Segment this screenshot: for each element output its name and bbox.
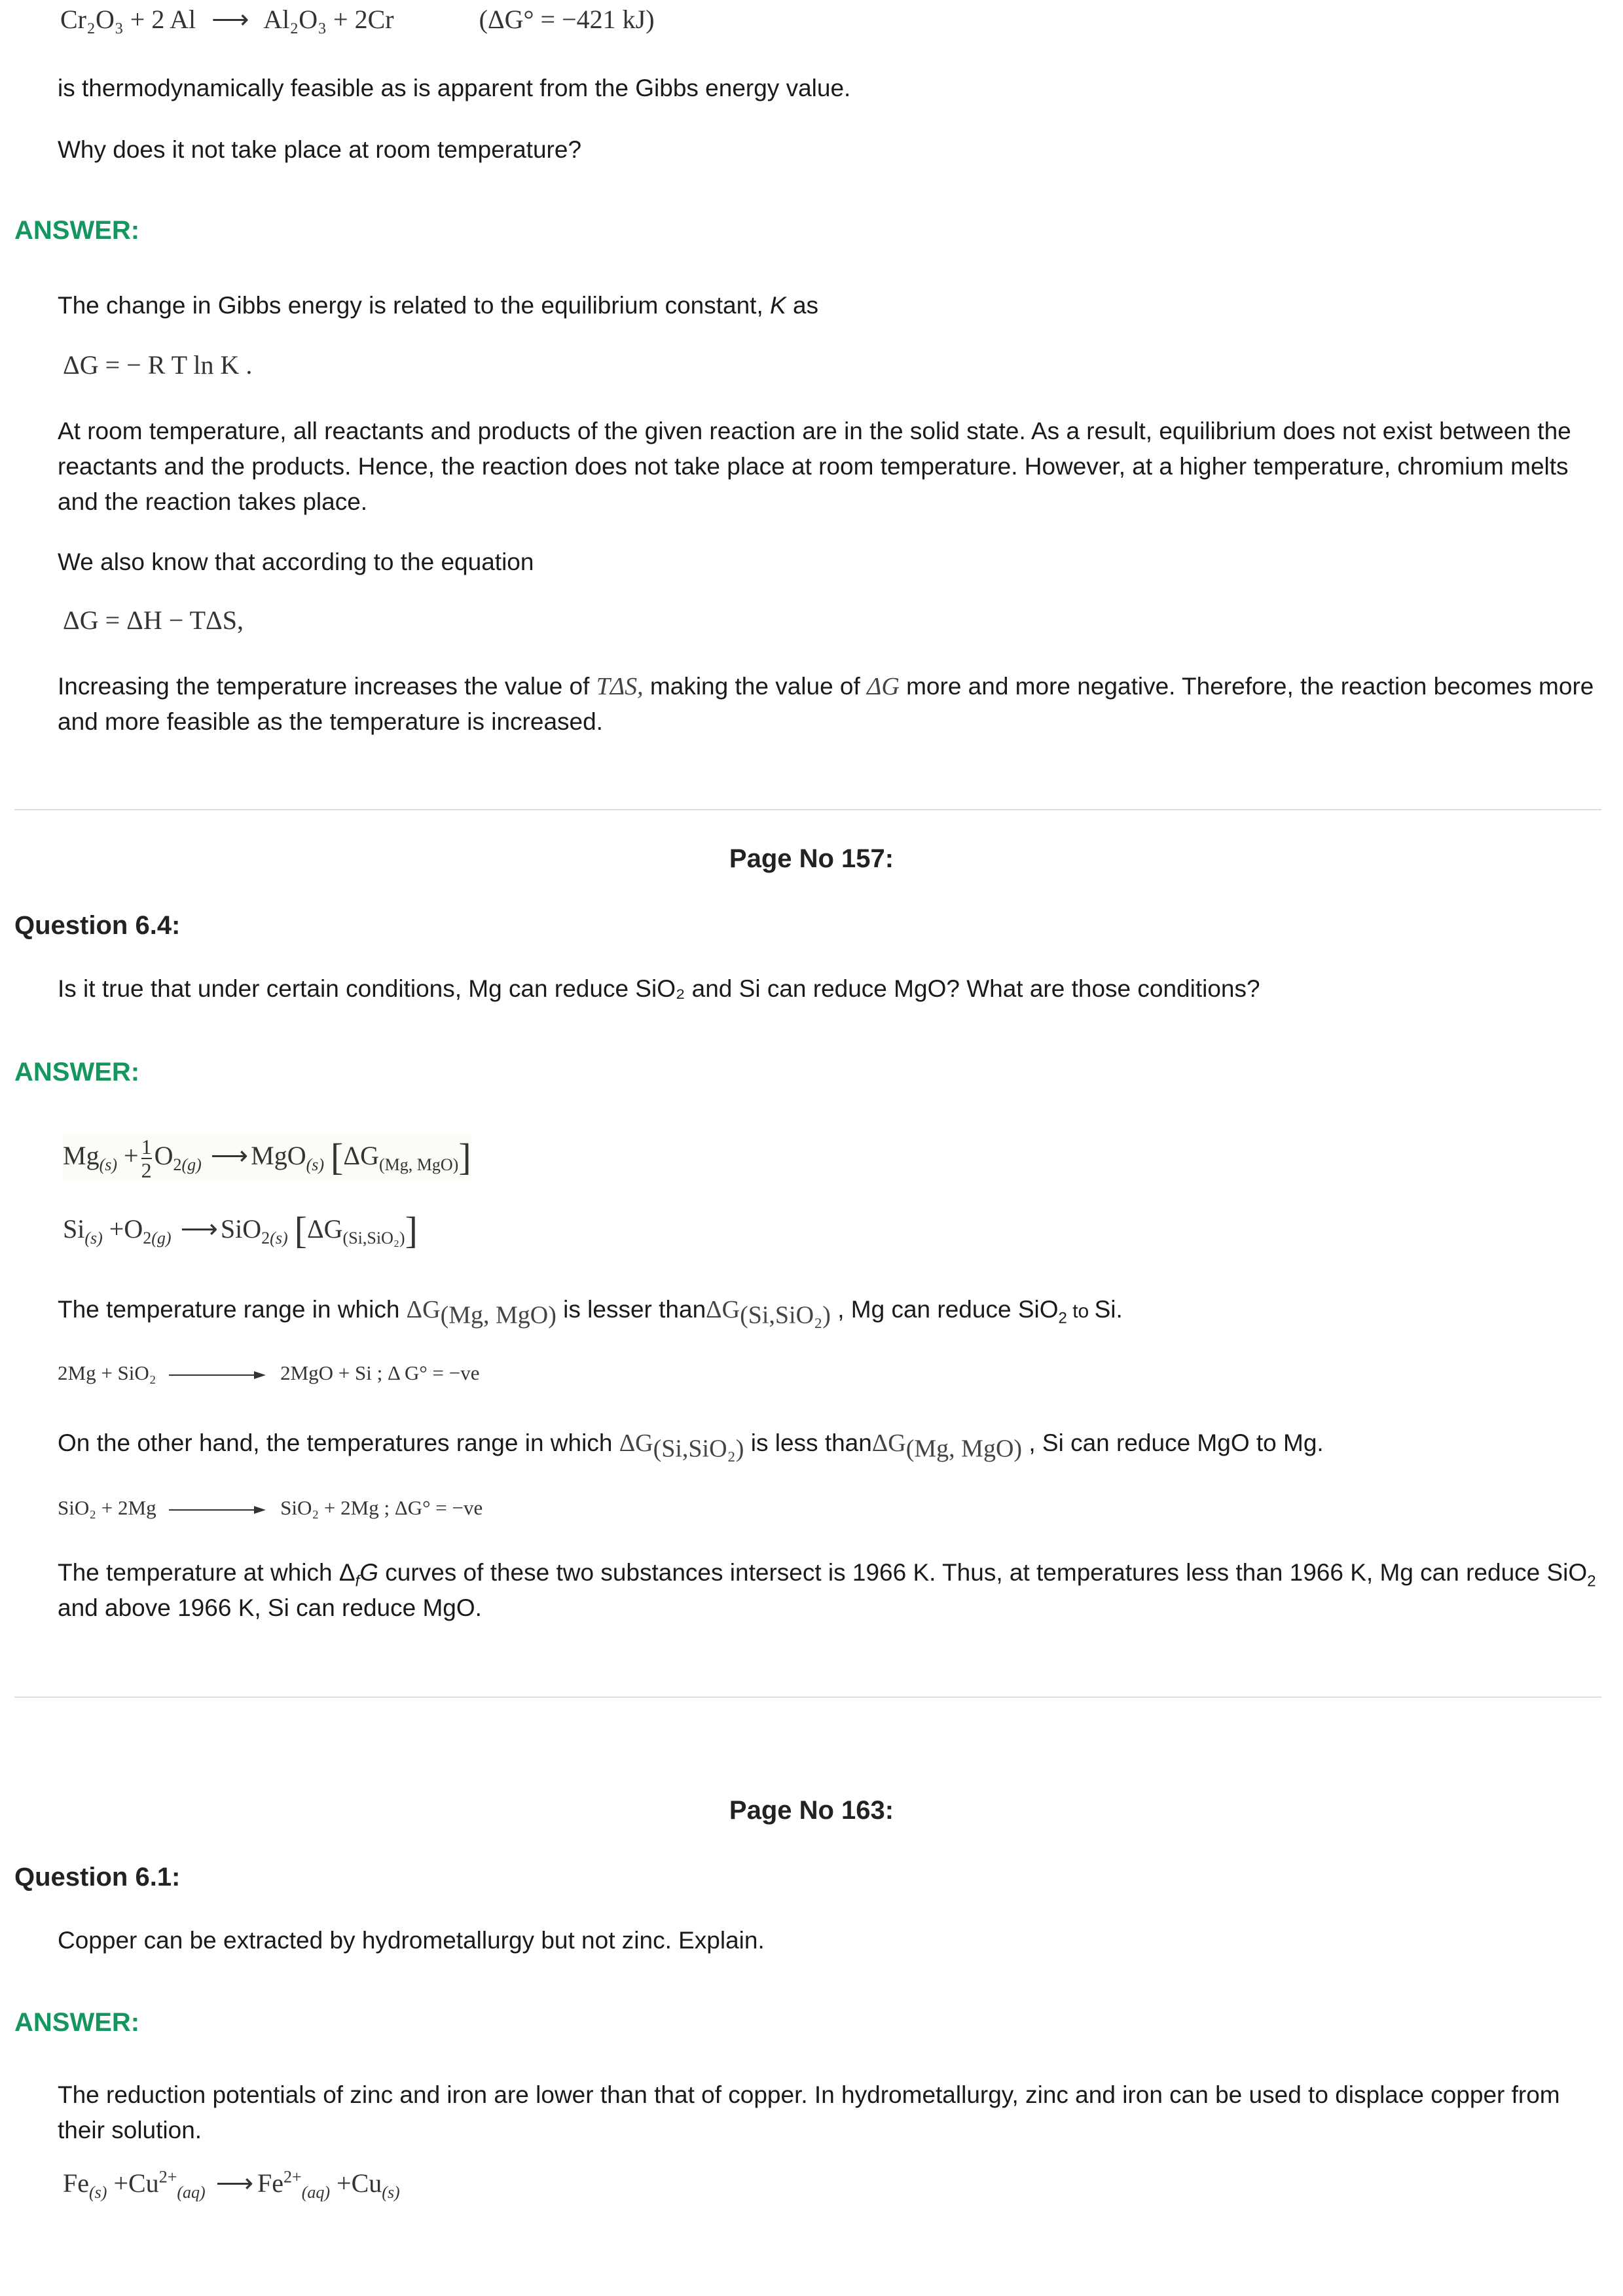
- eq-cu: Cu: [128, 2168, 159, 2198]
- question-6-1-label: Question 6.1:: [14, 1863, 181, 1892]
- prev-answer-para-1: At room temperature, all reactants and products of the given reaction are in the solid state. As a result, equilibrium does not exist between the reactants and the products. Hence, the reaction does not take place at room temperature. However, at a higher temperature, chromium melts and the reaction takes place.: [58, 418, 1571, 515]
- answer-heading: ANSWER:: [14, 1058, 140, 1086]
- range2-dg2: ΔG: [871, 1429, 906, 1457]
- para3-dg: ΔG: [867, 673, 900, 700]
- range2-a: On the other hand, the temperatures range in which: [58, 1429, 619, 1456]
- final-para-157: The temperature at which $\Delta_fG$ curves of these two substances intersect is 1966 K. Thus, at temperatures less than 1966 K, Mg can reduce SiO$_2$ and above 1966 K, Si can reduce MgO.: [58, 1559, 1596, 1621]
- range-1-text: The temperature range in which $\Delta G_{(Mg, MgO)}$ is lesser thanΔG$_{(Si,SiO_2)}$ , Mg can reduce SiO$_2$ to Si.: [58, 1296, 1123, 1329]
- prev-answer-intro: [58, 288, 818, 323]
- range1-dg2: ΔG: [706, 1296, 740, 1323]
- para3-b: making the value of: [643, 673, 867, 700]
- eqB-prod: SiO: [220, 1214, 262, 1244]
- range1-e: Si.: [1094, 1296, 1123, 1323]
- eqB-si: Si: [63, 1214, 85, 1244]
- range1-d: to: [1067, 1300, 1095, 1322]
- intro-k: K: [770, 292, 786, 319]
- eqA-prod: MgO: [251, 1141, 306, 1170]
- top-equation: [60, 4, 655, 35]
- eq-fe: Fe: [63, 2168, 89, 2198]
- eq-arrow: ⟶: [215, 2168, 254, 2198]
- question-6-4-label: Question 6.4:: [14, 911, 181, 940]
- section-divider-1: [14, 809, 1601, 810]
- reaction-mg-reduces-sio2: [58, 1361, 480, 1385]
- page-157-heading: Page No 157:: [729, 844, 894, 873]
- final-f: f: [355, 1572, 360, 1590]
- eqB-dg: ΔG: [306, 1214, 343, 1244]
- equation-fe-cu-displacement: $Fe_{(s)} +Cu^{2+}_{(aq)}$ ⟶ $Fe^{2+}_{(aq)} +Cu_{(s)}$: [63, 2167, 400, 2202]
- rxn2-right: SiO₂ + 2Mg ; ΔG° = −ve: [280, 1496, 483, 1519]
- prev-question-line-1: is thermodynamically feasible as is apparent from the Gibbs energy value.: [58, 75, 851, 101]
- final-a: The temperature at which Δ: [58, 1559, 356, 1586]
- top-eq-products: Al₂O₃ + 2Cr: [263, 5, 394, 34]
- top-eq-gibbs: (ΔG° = −421 kJ): [479, 5, 655, 34]
- range2-sub1: (Si,SiO₂): [653, 1435, 744, 1463]
- eqA-o: O: [154, 1141, 173, 1170]
- section-divider-2: [14, 1696, 1601, 1698]
- long-arrow-icon: [169, 1503, 267, 1516]
- para3-tds: TΔS,: [596, 673, 644, 700]
- eqB-sub: (Si,SiO₂): [342, 1229, 405, 1247]
- frac-den: 2: [141, 1158, 152, 1182]
- half-fraction: [141, 1136, 152, 1181]
- intro-text: The change in Gibbs energy is related to the equilibrium constant,: [58, 292, 771, 319]
- rxn1-left: 2Mg + SiO₂: [58, 1361, 156, 1384]
- reaction-si-reduces-mgo: [58, 1496, 483, 1520]
- answer-6-1-para: The reduction potentials of zinc and iron are lower than that of copper. In hydrometallurgy, zinc and iron can be used to displace copper from their solution.: [58, 2081, 1560, 2144]
- equation-dg-dh-tds: ΔG = ΔH − TΔS,: [63, 605, 244, 635]
- eqA-mg: Mg: [63, 1141, 100, 1170]
- prev-answer-para-3: [58, 669, 1603, 740]
- intro-as: as: [786, 292, 819, 319]
- eq-fe2: Fe: [257, 2168, 284, 2198]
- question-6-1-text: Copper can be extracted by hydrometallurgy but not zinc. Explain.: [58, 1927, 765, 1954]
- long-arrow-icon: [169, 1369, 267, 1382]
- range-2-text: [58, 1426, 1324, 1461]
- rxn2-left: SiO₂ + 2Mg: [58, 1496, 156, 1519]
- equation-dg-rtlnk: ΔG = − R T ln K .: [63, 350, 253, 380]
- final-c: and above 1966 K, Si can reduce MgO.: [58, 1594, 482, 1621]
- prev-answer-para-2: We also know that according to the equation: [58, 548, 534, 575]
- top-eq-reactants: Cr₂O₃ + 2 Al: [60, 5, 196, 34]
- answer-heading: ANSWER:: [14, 2008, 140, 2037]
- eqB-o: O: [124, 1214, 143, 1244]
- eq-cu2: Cu: [351, 2168, 382, 2198]
- rxn1-right: 2MgO + Si ; Δ G° = −ve: [280, 1361, 480, 1384]
- range2-c: , Si can reduce MgO to Mg.: [1022, 1429, 1324, 1456]
- page-163-heading: Page No 163:: [729, 1796, 894, 1825]
- range1-a: The temperature range in which: [58, 1296, 407, 1323]
- range2-dg1: ΔG: [619, 1429, 653, 1457]
- range1-b: is lesser than: [556, 1296, 706, 1323]
- para3-c: more and more negative. Therefore, the reaction becomes more and more feasible as the temperature is increased.: [58, 673, 1594, 735]
- range1-dg1: ΔG: [406, 1296, 441, 1323]
- range2-sub2: (Mg, MgO): [905, 1435, 1023, 1463]
- para3-a: Increasing the temperature increases the value of: [58, 673, 596, 700]
- eqA-dg: ΔG: [343, 1141, 379, 1170]
- prev-question-line-2: Why does it not take place at room temperature?: [58, 136, 582, 163]
- range2-b: is less than: [744, 1429, 872, 1456]
- frac-num: 1: [141, 1134, 152, 1158]
- range1-c: , Mg can reduce SiO: [830, 1296, 1059, 1323]
- equation-si-oxidation: $Si_{(s)} +O_{2(g)}$ ⟶ SiO$_{2(s)}$ $[\Delta G_{(Si,SiO_2)}]$: [63, 1209, 418, 1251]
- final-g: G: [359, 1559, 379, 1586]
- final-b: curves of these two substances intersect is 1966 K. Thus, at temperatures less than 1966 K, Mg can reduce SiO: [378, 1559, 1588, 1586]
- range1-sub1: (Mg, MgO): [440, 1301, 556, 1329]
- answer-heading: ANSWER:: [14, 216, 140, 245]
- range1-sub2: (Si,SiO₂): [740, 1301, 831, 1329]
- top-eq-arrow: ⟶: [211, 5, 249, 34]
- question-6-4-text: Is it true that under certain conditions, Mg can reduce SiO₂ and Si can reduce MgO? What are those conditions?: [58, 975, 1260, 1002]
- eqA-sub: (Mg, MgO): [378, 1155, 459, 1174]
- equation-mg-oxidation: $Mg_{(s)}$ + $\frac{1}{2}$ $O_{2(g)}$ ⟶ MgO$_{(s)}$ $[\Delta G_{(Mg, MgO)}]$: [63, 1134, 471, 1182]
